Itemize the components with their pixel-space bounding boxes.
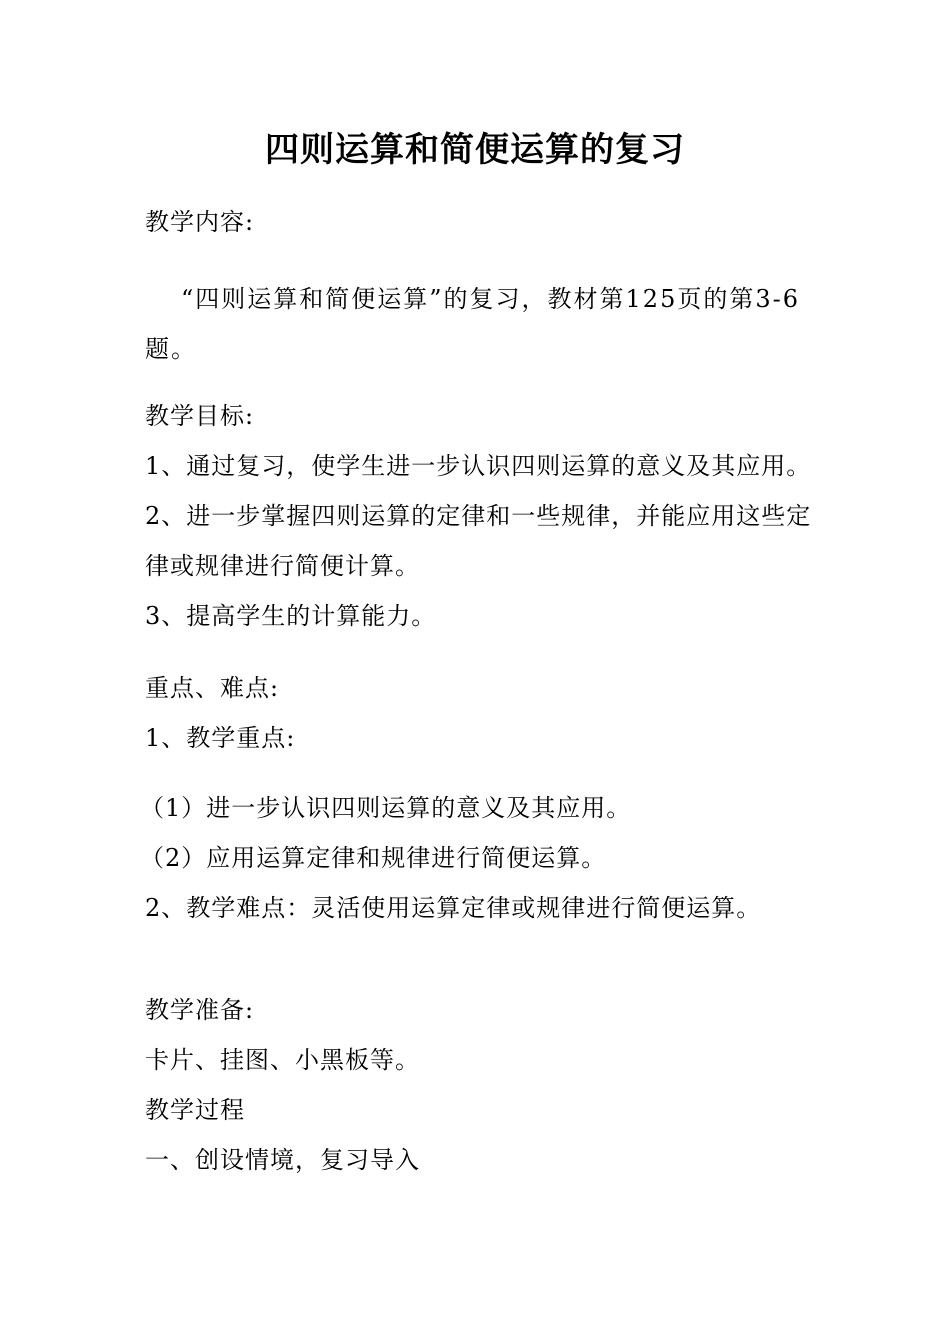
key-point-1: （1）进一步认识四则运算的意义及其应用。 [140, 794, 632, 822]
prep-heading: 教学准备: [145, 996, 255, 1024]
document-title: 四则运算和简便运算的复习 [265, 130, 685, 170]
prep-text: 卡片、挂图、小黑板等。 [145, 1046, 420, 1074]
goals-heading: 教学目标: [145, 402, 255, 430]
process-heading: 教学过程 [145, 1096, 245, 1124]
goal-item-1: 1、通过复习，使学生进一步认识四则运算的意义及其应用。 [145, 452, 812, 480]
key-point-2: （2）应用运算定律和规律进行简便运算。 [140, 844, 607, 872]
goal-item-2: 2、进一步掌握四则运算的定律和一些规律，并能应用这些定 [145, 502, 812, 530]
goal-item-2-continued: 律或规律进行简便计算。 [145, 552, 420, 580]
process-step-1: 一、创设情境，复习导入 [145, 1146, 420, 1174]
content-heading: 教学内容: [145, 208, 255, 236]
goal-item-3: 3、提高学生的计算能力。 [145, 602, 437, 630]
difficulty-text: 2、教学难点：灵活使用运算定律或规律进行简便运算。 [145, 894, 762, 922]
key-heading: 重点、难点: [145, 674, 280, 702]
key-sub-heading: 1、教学重点: [145, 724, 296, 752]
content-text: “四则运算和简便运算”的复习，教材第125页的第3-6题。 [145, 285, 800, 363]
